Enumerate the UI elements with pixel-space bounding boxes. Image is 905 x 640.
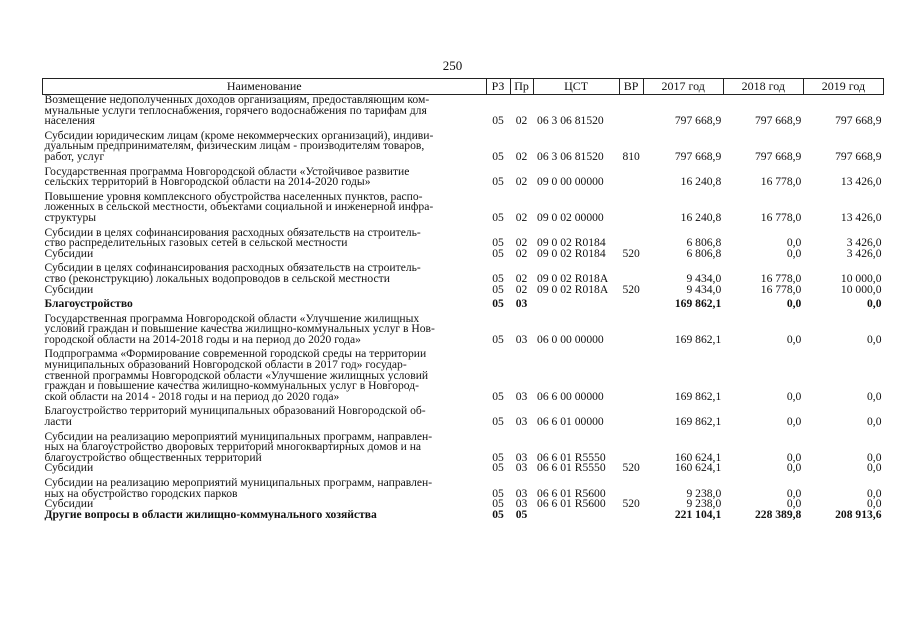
row-2017: 797 668,9: [674, 114, 722, 128]
row-cst: 06 6 01 00000: [537, 415, 604, 429]
row-rz: 05: [492, 389, 504, 403]
table-row: [43, 224, 884, 249]
row-2017: 6 806,8: [686, 236, 722, 250]
row-cst: [533, 510, 619, 521]
row-rz: 05: [492, 175, 504, 189]
row-cst: 09 0 02 00000: [537, 210, 604, 224]
row-2017: 9 434,0: [686, 282, 722, 296]
row-name: Субсидии: [44, 497, 94, 511]
row-cst: 06 6 01 R5600: [537, 497, 606, 511]
row-rz: 05: [492, 486, 504, 500]
row-2018: 16 778,0: [760, 210, 802, 224]
row-cst: 06 6 00 00000: [537, 389, 604, 403]
row-2017: 797 668,9: [674, 149, 722, 163]
header-2019: 2019 год: [803, 79, 883, 95]
row-pr: 03: [515, 497, 528, 511]
row-vr: [619, 428, 643, 464]
row-rz: 05: [492, 497, 504, 511]
row-2019: 797 668,9: [835, 149, 882, 163]
row-2017: 169 862,1: [674, 389, 722, 403]
row-vr: [619, 345, 643, 402]
row-rz: 05: [492, 282, 504, 296]
row-2018: 0,0: [786, 497, 802, 511]
row-pr: 05: [515, 507, 528, 521]
row-name: Благоустройство: [44, 297, 133, 311]
row-name: Благоустройство территорий муниципальных образований Новгородской об- ласти: [44, 404, 426, 429]
row-2017: 9 238,0: [686, 486, 722, 500]
row-rz: 05: [492, 271, 504, 285]
row-cst: 06 6 01 R5550: [537, 450, 606, 464]
row-2018: 0,0: [786, 450, 802, 464]
header-vr: ВР: [619, 79, 643, 95]
row-2019: 0,0: [867, 389, 882, 403]
header-2017: 2017 год: [643, 79, 723, 95]
table-row: [43, 163, 884, 188]
row-vr: [619, 510, 643, 521]
row-2017: 221 104,1: [674, 507, 722, 521]
row-2017: 160 624,1: [674, 461, 722, 475]
row-name: Субсидии в целях софинансирования расходных обязательств на строитель- ство (реконструкцию) локальных водопроводов в сельской местности: [44, 261, 421, 285]
row-pr: 02: [515, 175, 528, 189]
table-row: [43, 259, 884, 284]
row-pr: 03: [515, 486, 528, 500]
row-pr: 03: [515, 461, 528, 475]
table-row: [43, 188, 884, 224]
row-rz: 05: [492, 507, 504, 521]
row-2019: 0,0: [867, 450, 882, 464]
row-pr: 03: [515, 297, 528, 311]
table-body: [43, 95, 884, 521]
row-name: Субсидии в целях софинансирования расходных обязательств на строитель- ство распределительных газовых сетей в сельской местности: [44, 225, 421, 250]
row-2018: 16 778,0: [760, 175, 802, 189]
row-pr: 02: [515, 114, 528, 128]
row-cst: 06 3 06 81520: [537, 114, 604, 128]
row-name: Другие вопросы в области жилищно-коммунального хозяйства: [44, 507, 377, 521]
row-vr: [619, 474, 643, 499]
row-2019: 0,0: [867, 297, 882, 311]
row-pr: 02: [515, 210, 528, 224]
row-rz: 05: [492, 114, 504, 128]
row-cst: 06 6 01 R5550: [537, 461, 606, 475]
row-2018: 797 668,9: [754, 114, 802, 128]
row-rz: 05: [492, 332, 504, 346]
row-pr: 02: [515, 246, 528, 260]
row-2019: 797 668,9: [835, 114, 882, 128]
table-row: [43, 428, 884, 464]
row-name: Субсидии на реализацию мероприятий муниципальных программ, направлен- ных на благоустройство дворовых территорий многоквартирных домов и на благоустройство общественных территорий: [44, 429, 433, 464]
row-vr: [619, 95, 643, 127]
row-2018: 0,0: [786, 461, 802, 475]
row-2018: 0,0: [786, 297, 802, 311]
row-2019: 0,0: [867, 497, 882, 511]
row-2017: 16 240,8: [680, 210, 722, 224]
row-name: Субсидии: [44, 282, 94, 296]
row-2019: 3 426,0: [846, 246, 882, 260]
row-vr: [619, 163, 643, 188]
row-cst: 09 0 02 R0184: [537, 246, 606, 260]
row-2018: 0,0: [786, 246, 802, 260]
row-vr: [619, 310, 643, 346]
row-2019: 13 426,0: [840, 175, 882, 189]
row-cst: 09 0 00 00000: [537, 175, 604, 189]
row-2019: 0,0: [867, 415, 882, 429]
row-pr: 03: [515, 415, 528, 429]
table-row: [43, 510, 884, 521]
row-rz: 05: [492, 236, 504, 250]
table-row: [43, 127, 884, 163]
table-row: [43, 285, 884, 296]
header-name: Наименование: [43, 79, 487, 95]
row-name: Государственная программа Новгородской области «Устойчивое развитие сельских территорий в Новгородской области на 2014-2020 годы»: [44, 164, 410, 189]
row-2018: 797 668,9: [754, 149, 802, 163]
row-cst: 06 6 01 R5600: [537, 486, 606, 500]
row-cst: [533, 295, 619, 310]
row-vr: [619, 224, 643, 249]
row-rz: 05: [492, 461, 504, 475]
row-name: Субсидии на реализацию мероприятий муниципальных программ, направлен- ных на обустройство городских парков: [44, 476, 433, 500]
row-pr: 02: [515, 271, 528, 285]
row-2018: 0,0: [786, 389, 802, 403]
budget-table: [42, 78, 884, 520]
row-vr: [619, 259, 643, 284]
row-rz: 05: [492, 450, 504, 464]
row-cst: 09 0 02 R018A: [537, 271, 609, 285]
row-rz: 05: [492, 210, 504, 224]
row-vr: 520: [622, 497, 640, 511]
row-2018: 16 778,0: [760, 282, 802, 296]
row-cst: 06 0 00 00000: [537, 332, 604, 346]
table-row: [43, 402, 884, 427]
row-2018: 0,0: [786, 415, 802, 429]
table-row: [43, 295, 884, 310]
header-pr: Пр: [510, 79, 533, 95]
row-pr: 03: [515, 389, 528, 403]
row-2019: 208 913,6: [835, 507, 882, 521]
row-2019: 10 000,0: [840, 271, 882, 285]
row-vr: 520: [622, 282, 640, 296]
row-2018: 16 778,0: [760, 271, 802, 285]
table-row: [43, 345, 884, 402]
row-vr: 520: [622, 246, 640, 260]
row-vr: 520: [622, 461, 640, 475]
header-2018: 2018 год: [723, 79, 803, 95]
row-2017: 169 862,1: [674, 332, 722, 346]
row-rz: 05: [492, 149, 504, 163]
row-name: Субсидии юридическим лицам (кроме некоммерческих организаций), индиви- дуальным предпринимателям, физическим лицам - производителям товаров, работ, услуг: [44, 128, 434, 163]
header-cst: ЦСТ: [533, 79, 619, 95]
row-2018: 0,0: [786, 486, 802, 500]
row-rz: 05: [492, 297, 504, 311]
header-rz: РЗ: [486, 79, 510, 95]
row-vr: [619, 188, 643, 224]
row-name: Государственная программа Новгородской области «Улучшение жилищных условий граждан и повышение качества жилищно-коммунальных услуг в Нов- городской области на 2014-2018 годы и на период до 2020 года»: [44, 311, 435, 346]
row-2019: 0,0: [867, 461, 882, 475]
row-pr: 02: [515, 236, 528, 250]
table-row: [43, 95, 884, 127]
row-rz: 05: [492, 415, 504, 429]
row-rz: 05: [492, 246, 504, 260]
row-2018: 0,0: [786, 236, 802, 250]
row-2017: 16 240,8: [680, 175, 722, 189]
row-2019: 13 426,0: [840, 210, 882, 224]
row-name: Подпрограмма «Формирование современной городской среды на территории муниципальных образований Новгородской области в 2017 год» государ- ственной программы Новгородской области «Улучшение жилищных условий граждан и повышение качества жилищно-коммунальных услуг в Новгород- ской области на 2014 - 2018 годы и на период до 2020 года»: [44, 347, 429, 403]
row-name: Субсидии: [44, 246, 94, 260]
row-vr: [619, 402, 643, 427]
row-pr: 03: [515, 450, 528, 464]
row-vr: 810: [622, 149, 640, 163]
page-number: 250: [442, 58, 463, 73]
row-2017: 169 862,1: [674, 415, 722, 429]
row-2018: 0,0: [786, 332, 802, 346]
row-name: Субсидии: [44, 461, 94, 475]
row-2019: 0,0: [867, 332, 882, 346]
row-name: Повышение уровня комплексного обустройства населенных пунктов, распо- ложенных в сельской местности, объектами социальной и инженерной инфра- структуры: [44, 189, 434, 224]
table-row: [43, 310, 884, 346]
table-row: [43, 463, 884, 474]
row-vr: [619, 295, 643, 310]
row-cst: 06 3 06 81520: [537, 149, 604, 163]
row-cst: 09 0 02 R0184: [537, 236, 606, 250]
row-name: Возмещение недополученных доходов организациям, предоставляющим ком- мунальные услуги теплоснабжения, горячего водоснабжения по тарифам для населения: [44, 93, 430, 128]
row-pr: 02: [515, 282, 528, 296]
row-2018: 228 389,8: [754, 507, 802, 521]
row-2019: 0,0: [867, 486, 882, 500]
row-2017: 9 238,0: [686, 497, 722, 511]
table-row: [43, 249, 884, 260]
row-2017: 160 624,1: [674, 450, 722, 464]
row-2017: 6 806,8: [686, 246, 722, 260]
table-row: [43, 474, 884, 499]
row-2017: 169 862,1: [674, 297, 722, 311]
row-2017: 9 434,0: [686, 271, 722, 285]
row-pr: 02: [515, 149, 528, 163]
row-cst: 09 0 02 R018A: [537, 282, 609, 296]
row-2019: 3 426,0: [846, 236, 882, 250]
row-2019: 10 000,0: [840, 282, 882, 296]
row-pr: 03: [515, 332, 528, 346]
